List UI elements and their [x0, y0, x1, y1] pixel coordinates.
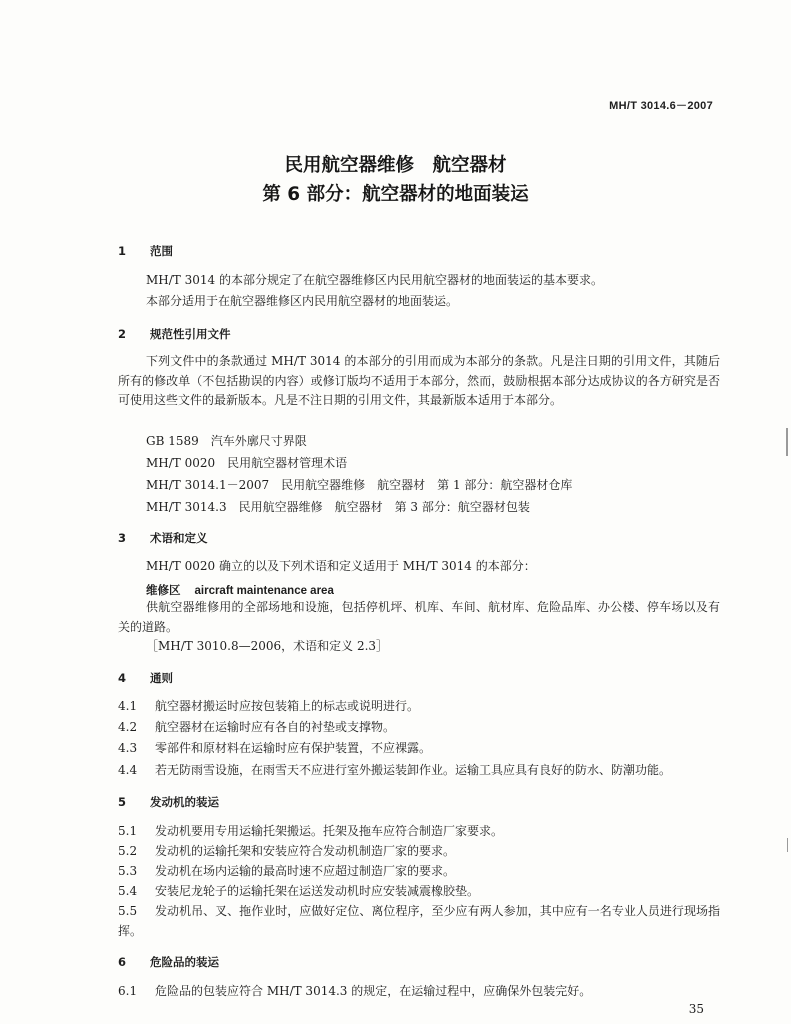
section-title: 规范性引用文件	[150, 327, 231, 341]
section-4-heading	[118, 670, 173, 686]
paragraph: MH/T 0020 确立的以及下列术语和定义适用于 MH/T 3014 的本部分：	[146, 559, 536, 573]
term-source: ［MH/T 3010.8—2006，术语和定义 2.3］	[146, 639, 389, 653]
clause-4-1	[118, 697, 419, 714]
clause-number: 5.1	[118, 824, 138, 838]
section-number: 4	[118, 671, 127, 685]
section-number: 3	[118, 531, 127, 545]
section-title: 通则	[150, 671, 173, 685]
clause-text: 零部件和原材料在运输时应有保护装置，不应裸露。	[155, 741, 432, 755]
term-chinese: 维修区	[146, 583, 181, 597]
clause-text: 发动机要用专用运输托架搬运。托架及拖车应符合制造厂家要求。	[155, 824, 504, 838]
clause-4-2	[118, 718, 395, 735]
paragraph: MH/T 3014 的本部分规定了在航空器维修区内民用航空器材的地面装运的基本要求。	[146, 273, 603, 287]
section-number: 5	[118, 795, 127, 809]
section-title: 术语和定义	[150, 531, 208, 545]
clause-number: 5.4	[118, 884, 138, 898]
clause-number: 5.5	[118, 904, 138, 918]
clause-text: 发动机的运输托架和安装应符合发动机制造厂家的要求。	[155, 844, 456, 858]
document-title-line1: 民用航空器维修 航空器材	[284, 155, 507, 176]
clause-text: 危险品的包装应符合 MH/T 3014.3 的规定，在运输过程中，应确保外包装完好。	[155, 984, 592, 998]
clause-number: 4.3	[118, 741, 138, 755]
clause-5-3	[118, 862, 455, 879]
clause-5-1	[118, 822, 503, 839]
clause-4-3	[118, 739, 431, 756]
clause-4-4	[118, 761, 671, 778]
clause-text: 航空器材搬运时应按包装箱上的标志或说明进行。	[155, 699, 420, 713]
section-3-heading	[118, 530, 208, 546]
term-definition: 供航空器维修用的全部场地和设施，包括停机坪、机库、车间、航材库、危险品库、办公楼、停车场以及有关的道路。	[118, 600, 720, 634]
term-english: aircraft maintenance area	[194, 585, 334, 597]
term-entry	[146, 579, 334, 598]
section-2-heading	[118, 326, 231, 342]
section-5-heading	[118, 794, 219, 810]
document-title-line2: 第 6 部分：航空器材的地面装运	[262, 184, 529, 205]
section-6-heading	[118, 954, 219, 970]
clause-5-4	[118, 882, 479, 899]
reference-item: MH/T 3014.1－2007 民用航空器维修 航空器材 第 1 部分：航空器材仓库	[146, 478, 573, 492]
clause-number: 4.1	[118, 699, 138, 713]
section-title: 危险品的装运	[150, 955, 219, 969]
clause-text: 发动机在场内运输的最高时速不应超过制造厂家的要求。	[155, 864, 456, 878]
clause-number: 5.2	[118, 844, 138, 858]
clause-5-5	[118, 901, 720, 941]
scan-edge-mark	[787, 838, 788, 852]
clause-number: 5.3	[118, 864, 138, 878]
scan-edge-mark	[786, 428, 788, 456]
section-title: 发动机的装运	[150, 795, 219, 809]
section-number: 1	[118, 244, 127, 258]
section-1-heading	[118, 243, 173, 259]
clause-number: 4.2	[118, 720, 138, 734]
clause-text: 若无防雨雪设施，在雨雪天不应进行室外搬运装卸作业。运输工具应具有良好的防水、防潮功能。	[155, 763, 672, 777]
clause-text: 安装尼龙轮子的运输托架在运送发动机时应安装减震橡胶垫。	[155, 884, 480, 898]
clause-number: 4.4	[118, 763, 138, 777]
section-title: 范围	[150, 244, 173, 258]
paragraph: 本部分适用于在航空器维修区内民用航空器材的地面装运。	[146, 294, 459, 308]
clause-5-2	[118, 842, 455, 859]
section-number: 2	[118, 327, 127, 341]
clause-number: 6.1	[118, 984, 138, 998]
page-number: 35	[688, 1002, 704, 1016]
reference-item: MH/T 0020 民用航空器材管理术语	[146, 456, 348, 470]
standard-number: MH/T 3014.6－2007	[609, 100, 713, 112]
reference-item: MH/T 3014.3 民用航空器维修 航空器材 第 3 部分：航空器材包装	[146, 500, 530, 514]
paragraph: 下列文件中的条款通过 MH/T 3014 的本部分的引用而成为本部分的条款。凡是注日期的引用文件，其随后所有的修改单（不包括勘误的内容）或修订版均不适用于本部分，然而，鼓励根据本部分达成协议的各方研究是否可使用这些文件的最新版本。凡是不注日期的引用文件，其最新版本适用于本部分。	[118, 354, 720, 407]
clause-text: 航空器材在运输时应有各自的衬垫或支撑物。	[155, 720, 396, 734]
clause-6-1	[118, 982, 591, 999]
section-number: 6	[118, 955, 127, 969]
clause-text: 发动机吊、叉、拖作业时，应做好定位、离位程序，至少应有两人参加，其中应有一名专业人员进行现场指挥。	[118, 904, 720, 938]
reference-item: GB 1589 汽车外廓尺寸界限	[146, 434, 307, 448]
